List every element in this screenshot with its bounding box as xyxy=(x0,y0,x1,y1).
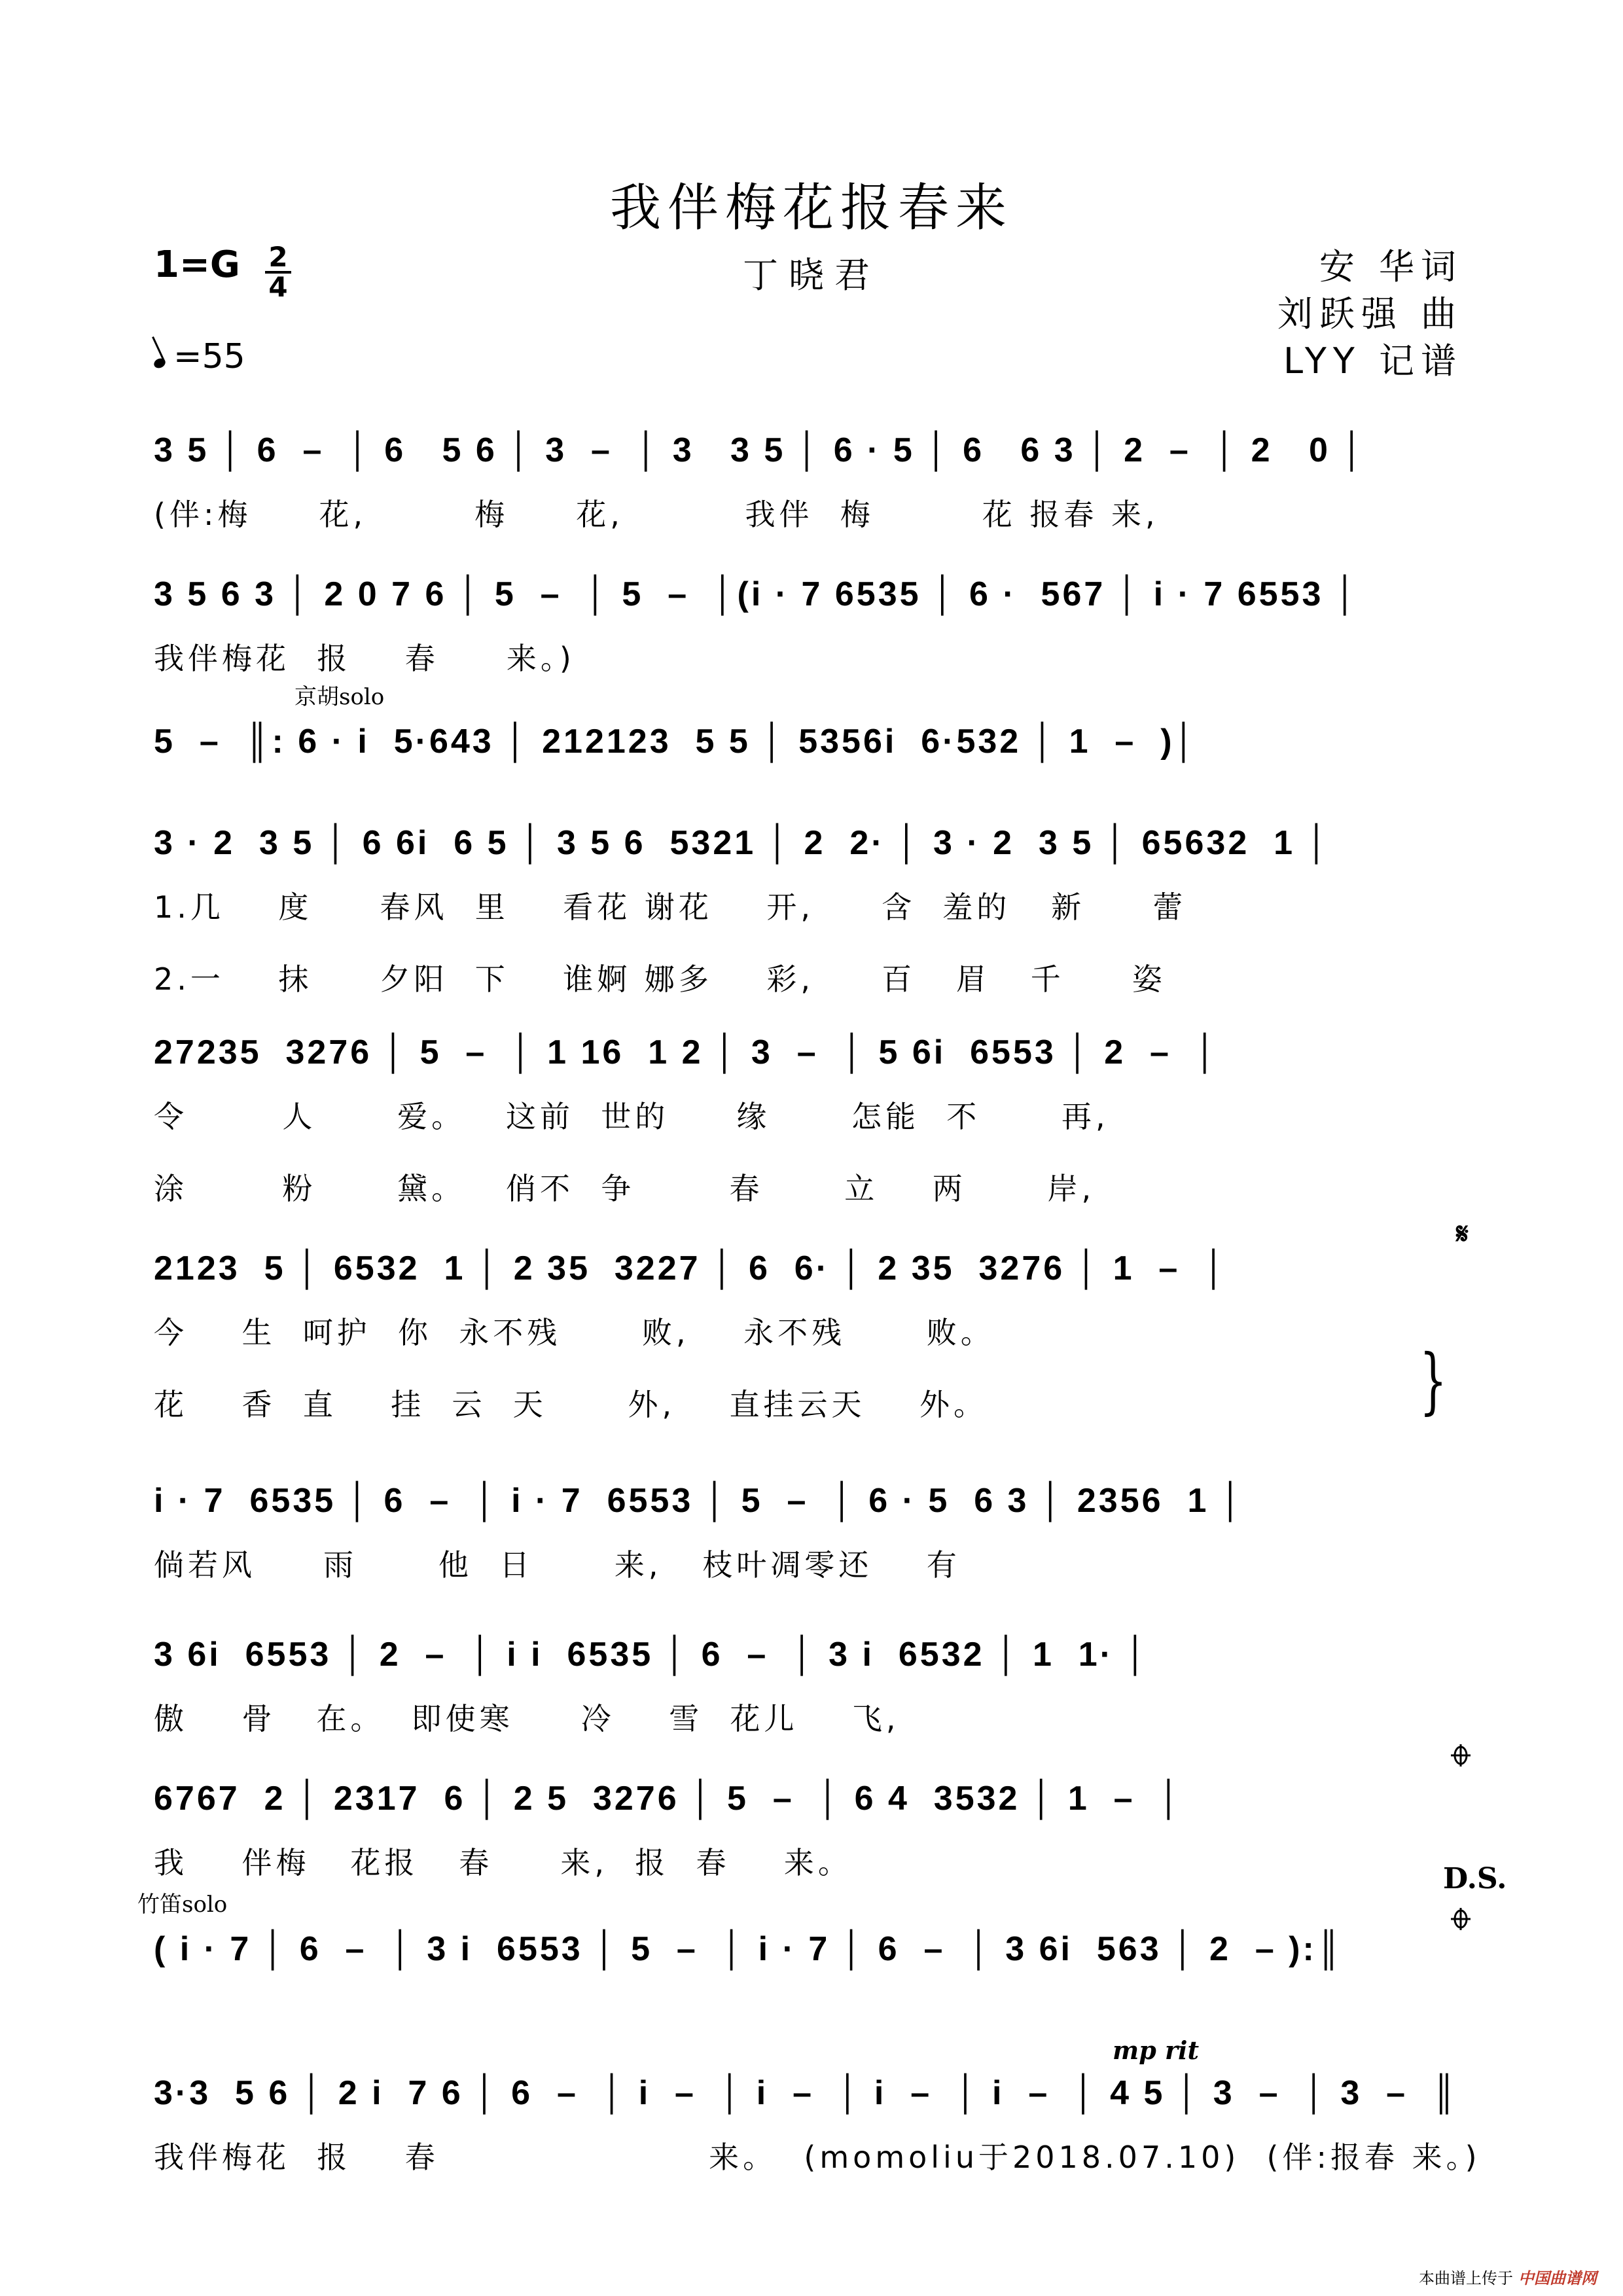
composer-credit: 刘跃强 曲 xyxy=(1277,293,1463,334)
notation-line: i · 7 6535 │ 6 – │ i · 7 6553 │ 5 – │ 6 · 5 6 3 │ 2356 1 │ xyxy=(154,1482,1245,1520)
instrument-solo-label: 竹笛solo xyxy=(137,1892,228,1918)
tempo-marking xyxy=(154,337,245,376)
lyric-line: 今 生 呵护 你 永不残 败, 永不残 败。 xyxy=(154,1315,995,1350)
lyric-brace: } xyxy=(1419,1338,1447,1422)
lyric-line: 傲 骨 在。 即使寒 冷 雪 花儿 飞, xyxy=(154,1701,900,1736)
notation-line: 3 5 6 3 │ 2 0 7 6 │ 5 – │ 5 – │(i · 7 6535 │ 6 · 567 │ i · 7 6553 │ xyxy=(154,575,1360,613)
watermark xyxy=(1419,2265,1597,2288)
lyric-line: 我 伴梅 花报 春 来, 报 春 来。 xyxy=(154,1845,852,1880)
lyric-line: 我伴梅花 报 春 来。 (momoliu于2018.07.10) (伴:报春 来。) xyxy=(154,2140,1481,2175)
lyric-line: 倘若风 雨 他 日 来, 枝叶凋零还 有 xyxy=(154,1547,961,1583)
tempo-value: =55 xyxy=(173,337,245,376)
key-signature: 1=G xyxy=(154,243,240,286)
lyricist-credit: 安 华词 xyxy=(1319,246,1463,287)
lyric-line: 2.一 抹 夕阳 下 谁婀 娜多 彩, 百 眉 千 姿 xyxy=(154,961,1166,997)
notation-line: 5 – ║: 6 · i 5·643 │ 212123 5 5 │ 5356i 6·532 │ 1 – )│ xyxy=(154,723,1199,761)
segno-mark: 𝄋 xyxy=(1456,1217,1469,1251)
transcriber-credit: LYY 记谱 xyxy=(1283,340,1463,382)
mp-rit-mark: mp rit xyxy=(1113,2036,1200,2065)
notation-line: 3·3 5 6 │ 2 i 7 6 │ 6 – │ i – │ i – │ i – │ i – │ 4 5 │ 3 – │ 3 – ║ xyxy=(154,2074,1459,2112)
notation-line: 3 · 2 3 5 │ 6 6i 6 5 │ 3 5 6 5321 │ 2 2· │ 3 · 2 3 5 │ 65632 1 │ xyxy=(154,824,1331,862)
watermark-site: 中国曲谱网 xyxy=(1518,2269,1597,2287)
lyric-line: 1.几 度 春风 里 看花 谢花 开, 含 羞的 新 蕾 xyxy=(154,889,1187,925)
coda-icon xyxy=(1450,1908,1472,1930)
page-title: 我伴梅花报春来 xyxy=(609,179,1013,238)
instrument-solo-label: 京胡solo xyxy=(294,684,385,710)
time-numerator: 2 xyxy=(265,243,291,274)
singer: 丁晓君 xyxy=(743,255,880,296)
lyric-line: 我伴梅花 报 春 来。) xyxy=(154,641,575,676)
time-denominator: 4 xyxy=(268,271,288,303)
notation-line: 3 5 │ 6 – │ 6 5 6 │ 3 – │ 3 3 5 │ 6 · 5 │ 6 6 3 │ 2 – │ 2 0 │ xyxy=(154,431,1366,469)
lyric-line: 花 香 直 挂 云 天 外, 直挂云天 外。 xyxy=(154,1387,988,1422)
notation-line: 27235 3276 │ 5 – │ 1 16 1 2 │ 3 – │ 5 6i 6553 │ 2 – │ xyxy=(154,1033,1220,1071)
lyric-line: 涂 粉 黛。 俏不 争 春 立 两 岸, xyxy=(154,1171,1096,1206)
watermark-upload-text: 本曲谱上传于 xyxy=(1419,2269,1513,2287)
quarter-note-icon xyxy=(152,357,167,370)
lyric-line: (伴:梅 花, 梅 花, 我伴 梅 花 报春 来, xyxy=(154,497,1159,532)
coda-icon xyxy=(1450,1744,1472,1767)
notation-line: ( i · 7 │ 6 – │ 3 i 6553 │ 5 – │ i · 7 │ 6 – │ 3 6i 563 │ 2 – ):║ xyxy=(154,1930,1344,1968)
lyric-line: 令 人 爱。 这前 世的 缘 怎能 不 再, xyxy=(154,1099,1109,1134)
ds-mark: D.S. xyxy=(1443,1862,1507,1895)
notation-line: 3 6i 6553 │ 2 – │ i i 6535 │ 6 – │ 3 i 6532 │ 1 1· │ xyxy=(154,1636,1150,1674)
notation-line: 2123 5 │ 6532 1 │ 2 35 3227 │ 6 6· │ 2 35 3276 │ 1 – │ xyxy=(154,1249,1228,1287)
credits xyxy=(1277,243,1463,385)
notation-line: 6767 2 │ 2317 6 │ 2 5 3276 │ 5 – │ 6 4 3532 │ 1 – │ xyxy=(154,1780,1183,1818)
